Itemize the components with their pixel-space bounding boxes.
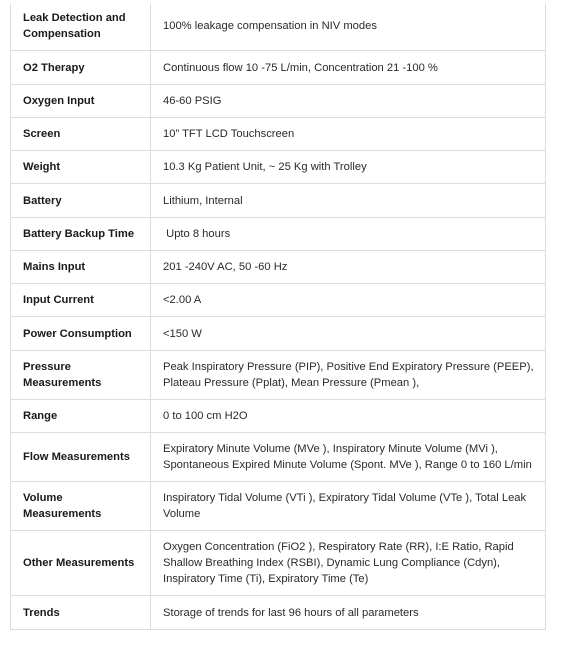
spec-value: Lithium, Internal xyxy=(151,184,546,218)
table-row xyxy=(11,4,546,51)
spec-label: Battery xyxy=(11,184,151,218)
spec-value: Expiratory Minute Volume (MVe ), Inspiratory Minute Volume (MVi ), Spontaneous Expired Minute Volume (Spont. MVe ), Range 0 to 160 L/min xyxy=(151,433,546,482)
table-row xyxy=(11,482,546,531)
spec-value: Storage of trends for last 96 hours of all parameters xyxy=(151,596,546,630)
spec-value: <150 W xyxy=(151,317,546,351)
table-row xyxy=(11,51,546,85)
table-row xyxy=(11,596,546,630)
table-row xyxy=(11,118,546,151)
spec-value: 201 -240V AC, 50 -60 Hz xyxy=(151,251,546,284)
table-row xyxy=(11,531,546,596)
table-row xyxy=(11,218,546,251)
spec-label: O2 Therapy xyxy=(11,51,151,85)
spec-label: Input Current xyxy=(11,284,151,317)
spec-label: Other Measurements xyxy=(11,531,151,596)
spec-value: 100% leakage compensation in NIV modes xyxy=(151,4,546,51)
spec-value: Inspiratory Tidal Volume (VTi ), Expiratory Tidal Volume (VTe ), Total Leak Volume xyxy=(151,482,546,531)
spec-label: Leak Detection and Compensation xyxy=(11,4,151,51)
table-row xyxy=(11,251,546,284)
spec-label: Flow Measurements xyxy=(11,433,151,482)
spec-label: Trends xyxy=(11,596,151,630)
spec-label: Screen xyxy=(11,118,151,151)
spec-label: Mains Input xyxy=(11,251,151,284)
table-row xyxy=(11,184,546,218)
table-row xyxy=(11,85,546,118)
spec-value: Oxygen Concentration (FiO2 ), Respiratory Rate (RR), I:E Ratio, Rapid Shallow Breathing Index (RSBI), Dynamic Lung Compliance (Cdyn), Inspiratory Time (Ti), Expiratory Time (Te) xyxy=(151,531,546,596)
spec-label: Battery Backup Time xyxy=(11,218,151,251)
table-row xyxy=(11,151,546,184)
spec-value: 10.3 Kg Patient Unit, ~ 25 Kg with Trolley xyxy=(151,151,546,184)
spec-label: Oxygen Input xyxy=(11,85,151,118)
spec-value: 0 to 100 cm H2O xyxy=(151,400,546,433)
spec-label: Range xyxy=(11,400,151,433)
spec-value: Upto 8 hours xyxy=(151,218,546,251)
spec-label: Weight xyxy=(11,151,151,184)
table-row xyxy=(11,351,546,400)
specifications-table xyxy=(10,4,546,630)
table-row xyxy=(11,433,546,482)
spec-label: Pressure Measurements xyxy=(11,351,151,400)
spec-label: Volume Measurements xyxy=(11,482,151,531)
spec-value: <2.00 A xyxy=(151,284,546,317)
table-row xyxy=(11,400,546,433)
spec-label: Power Consumption xyxy=(11,317,151,351)
spec-value: 46-60 PSIG xyxy=(151,85,546,118)
spec-value: Continuous flow 10 -75 L/min, Concentration 21 -100 % xyxy=(151,51,546,85)
spec-value: Peak Inspiratory Pressure (PIP), Positive End Expiratory Pressure (PEEP), Plateau Pressure (Pplat), Mean Pressure (Pmean ), xyxy=(151,351,546,400)
table-row xyxy=(11,284,546,317)
spec-value: 10” TFT LCD Touchscreen xyxy=(151,118,546,151)
table-row xyxy=(11,317,546,351)
